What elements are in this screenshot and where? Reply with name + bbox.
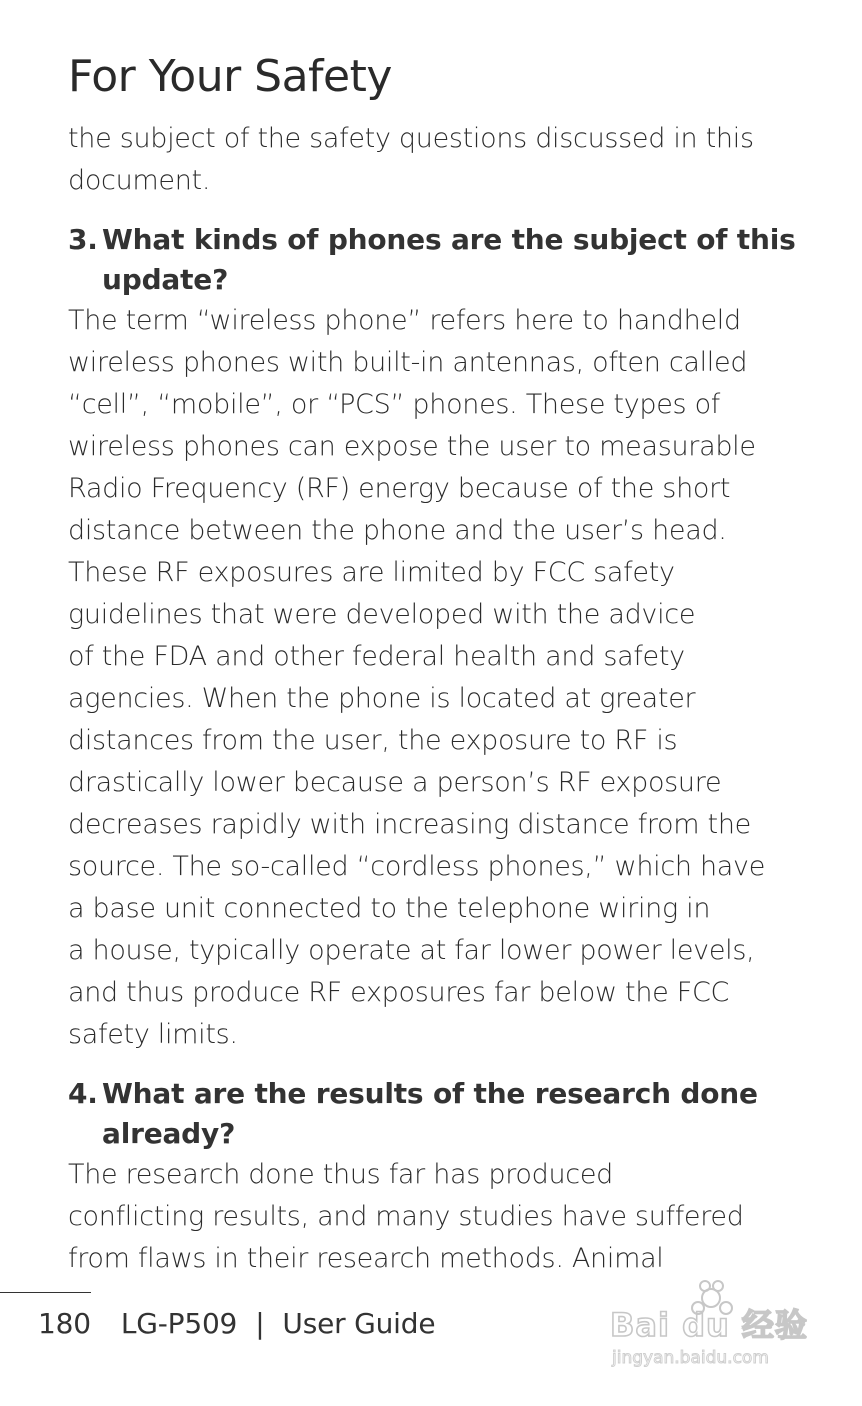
text-line: and thus produce RF exposures far below the FCC (68, 977, 730, 1008)
text-line: agencies. When the phone is located at greater (68, 683, 696, 714)
svg-text:Bai du 经验: Bai du 经验 (610, 1306, 808, 1344)
text-line: distance between the phone and the user’s head. (68, 515, 727, 546)
page-footer (38, 1304, 435, 1344)
page-number: 180 (38, 1307, 91, 1340)
guide-label: User Guide (282, 1307, 436, 1340)
text-line: from flaws in their research methods. Animal (68, 1243, 664, 1274)
page-title: For Your Safety (68, 51, 392, 102)
text-line: already? (102, 1117, 236, 1150)
svg-text:jingyan.baidu.com: jingyan.baidu.com (612, 1348, 769, 1368)
text-line: wireless phones with built-in antennas, often called (68, 347, 748, 378)
text-line: drastically lower because a person’s RF exposure (68, 767, 722, 798)
question-number: 4. (68, 1077, 98, 1110)
baidu-watermark-logo (608, 1278, 813, 1373)
answer-4-paragraph (68, 1154, 780, 1280)
text-line: the subject of the safety questions discussed in this (68, 123, 754, 154)
text-line: a house, typically operate at far lower power levels, (68, 935, 755, 966)
text-line: safety limits. (68, 1019, 238, 1050)
answer-3-paragraph (68, 300, 780, 1056)
text-line: a base unit connected to the telephone wiring in (68, 893, 711, 924)
page-content (68, 118, 796, 1280)
text-line: document. (68, 165, 211, 196)
footer-separator: | (255, 1307, 265, 1340)
text-line: What are the results of the research done (102, 1077, 758, 1110)
footer-divider (0, 1292, 91, 1293)
question-4-heading (68, 1074, 780, 1154)
model-name: LG-P509 (120, 1307, 238, 1340)
text-line: of the FDA and other federal health and safety (68, 641, 685, 672)
intro-paragraph (68, 118, 780, 202)
text-line: decreases rapidly with increasing distance from the (68, 809, 751, 840)
text-line: What kinds of phones are the subject of this (102, 223, 796, 256)
text-line: Radio Frequency (RF) energy because of the short (68, 473, 731, 504)
text-line: update? (102, 263, 229, 296)
text-line: These RF exposures are limited by FCC safety (68, 557, 675, 588)
text-line: The term “wireless phone” refers here to handheld (68, 305, 741, 336)
text-line: “cell”, “mobile”, or “PCS” phones. These types of (68, 389, 721, 420)
text-line: wireless phones can expose the user to measurable (68, 431, 756, 462)
question-text (102, 220, 796, 300)
question-number: 3. (68, 223, 98, 256)
text-line: distances from the user, the exposure to RF is (68, 725, 678, 756)
text-line: source. The so-called “cordless phones,” which have (68, 851, 766, 882)
text-line: guidelines that were developed with the advice (68, 599, 696, 630)
text-line: conflicting results, and many studies have suffered (68, 1201, 744, 1232)
question-3-heading (68, 220, 796, 300)
question-text (102, 1074, 758, 1154)
text-line: The research done thus far has produced (68, 1159, 613, 1190)
